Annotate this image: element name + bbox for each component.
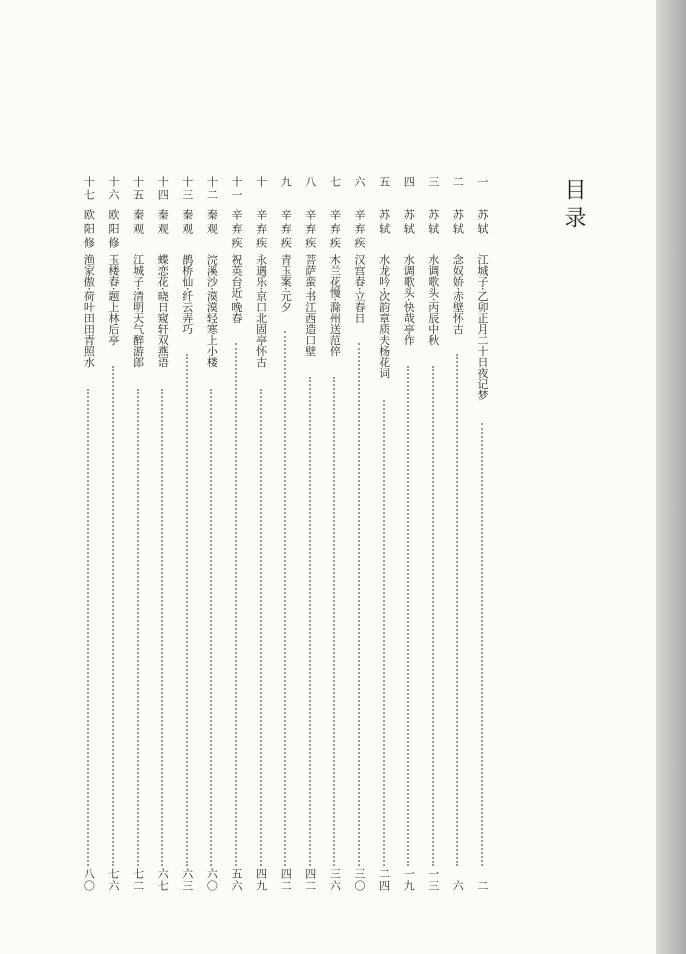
toc-entry-title: 江城子·乙卯正月二十日夜记梦	[476, 254, 489, 401]
toc-entry[interactable]	[229, 176, 243, 892]
toc-entry-page-number: 一三	[426, 868, 440, 892]
toc-entry-author: 苏轼	[426, 209, 440, 237]
toc-entry-dot-leader	[407, 366, 409, 867]
toc-entry-title: 玉楼春·题上林后亭	[107, 254, 120, 346]
toc-entry[interactable]	[131, 176, 145, 892]
toc-entry-page-number: 六三	[180, 868, 194, 892]
toc-entry-dot-leader	[235, 343, 237, 867]
toc-entry-number: 十	[254, 176, 268, 189]
toc-entry[interactable]	[475, 176, 489, 892]
toc-entry-title: 蝶恋花·晓日窥轩双燕语	[156, 254, 170, 368]
toc-entry-page-number: 七六	[107, 868, 120, 892]
toc-entry-author: 秦观	[156, 209, 170, 237]
toc-entry-dot-leader	[112, 366, 114, 867]
toc-entry-dot-leader	[309, 377, 311, 866]
toc-entry-number: 一	[476, 176, 489, 189]
toc-entry-title: 渔家傲·荷叶田田青照水	[82, 254, 96, 368]
toc-entry-title: 江城子·清明天气醉游郎	[131, 254, 145, 368]
toc-entry-dot-leader	[432, 366, 434, 867]
toc-entry-dot-leader	[456, 354, 458, 866]
toc-entry-number: 十七	[82, 176, 96, 202]
toc-entry-title: 永遇乐·京口北固亭怀古	[254, 254, 268, 368]
toc-entry-author: 苏轼	[476, 209, 489, 237]
toc-entry-page-number: 六七	[156, 868, 170, 892]
toc-entry-author: 辛弃疾	[254, 209, 268, 251]
toc-entry-number: 十三	[180, 176, 194, 202]
toc-entry-page-number: 八〇	[82, 868, 96, 892]
toc-entry[interactable]	[155, 176, 169, 892]
page-gutter-shadow	[656, 0, 686, 954]
toc-entry-page-number: 四九	[254, 868, 268, 892]
toc-entry-dot-leader	[161, 389, 163, 867]
toc-entry-number: 十二	[205, 176, 219, 202]
toc-entry-number: 十五	[131, 176, 145, 202]
toc-entry[interactable]	[426, 176, 440, 892]
toc-entry-number: 十一	[230, 176, 243, 202]
toc-entry[interactable]	[106, 176, 120, 892]
toc-entry[interactable]	[401, 176, 415, 892]
toc-entry-page-number: 四二	[303, 868, 317, 892]
toc-entry[interactable]	[377, 176, 391, 892]
toc-entry-number: 十六	[107, 176, 120, 202]
toc-entry-author: 秦观	[205, 209, 219, 237]
toc-entry[interactable]	[303, 176, 317, 892]
toc-entry-dot-leader	[137, 389, 139, 867]
toc-entry-author: 苏轼	[377, 209, 391, 237]
toc-entry-title: 木兰花慢·滁州送范倅	[328, 254, 342, 357]
toc-entry-author: 辛弃疾	[230, 209, 243, 251]
toc-entry-author: 辛弃疾	[279, 209, 293, 251]
toc-entry[interactable]	[254, 176, 268, 892]
toc-entry-title: 浣溪沙·漠漠轻寒上小楼	[205, 254, 219, 368]
toc-entry-number: 八	[303, 176, 317, 189]
toc-entry[interactable]	[352, 176, 366, 892]
toc-entry-page-number: 七二	[131, 868, 145, 892]
toc-entry-author: 辛弃疾	[303, 209, 317, 251]
toc-entry-dot-leader	[260, 389, 262, 867]
toc-entry-page-number: 三六	[328, 868, 342, 892]
toc-entry-dot-leader	[383, 400, 385, 866]
toc-entry-author: 苏轼	[402, 209, 416, 237]
toc-entry-number: 十四	[156, 176, 170, 202]
toc-entry-dot-leader	[210, 389, 212, 867]
toc-entry-page-number: 六〇	[205, 868, 219, 892]
toc-entry-title: 念奴娇·赤壁怀古	[451, 254, 465, 335]
toc-entry-number: 四	[402, 176, 416, 189]
toc-entry-author: 秦观	[180, 209, 194, 237]
toc-entry-author: 辛弃疾	[328, 209, 342, 251]
toc-entry[interactable]	[81, 176, 95, 892]
toc-entry[interactable]	[327, 176, 341, 892]
toc-entry-dot-leader	[284, 331, 286, 866]
toc-entry-number: 九	[279, 176, 293, 189]
toc-entry-author: 欧阳修	[107, 209, 120, 251]
toc-entry-page-number: 三〇	[353, 868, 366, 892]
toc-entry-page-number: 二四	[377, 868, 391, 892]
toc-entry-dot-leader	[87, 389, 89, 867]
toc-entry-number: 七	[328, 176, 342, 189]
toc-entry-title: 水调歌头·快哉亭作	[402, 254, 416, 346]
toc-entry[interactable]	[450, 176, 464, 892]
toc-entry[interactable]	[180, 176, 194, 892]
toc-entry-title: 鹊桥仙·纤云弄巧	[180, 254, 194, 335]
toc-entry-author: 秦观	[131, 209, 145, 237]
toc-entry-number: 三	[426, 176, 440, 189]
toc-entry-number: 六	[353, 176, 366, 189]
toc-entry-title: 汉宫春·立春日	[353, 254, 366, 324]
toc-entry-author: 苏轼	[451, 209, 465, 237]
toc-entry-number: 二	[451, 176, 465, 189]
toc-entry-page-number: 一九	[402, 868, 416, 892]
toc-entry-title: 青玉案·元夕	[279, 254, 293, 313]
toc-entry-title: 水调歌头·丙辰中秋	[426, 254, 440, 346]
toc-entry-page-number: 二	[476, 880, 489, 892]
toc-entry-page-number: 五六	[230, 868, 243, 892]
toc-entry-number: 五	[377, 176, 391, 189]
toc-entry-dot-leader	[358, 343, 360, 867]
toc-entry-page-number: 四二	[279, 868, 293, 892]
page-title: 目录	[561, 178, 586, 234]
toc-entry-title: 菩萨蛮·书江西造口壁	[303, 254, 317, 357]
toc-entry-page-number: 六	[451, 880, 465, 892]
toc-entry-dot-leader	[186, 354, 188, 866]
toc-entry[interactable]	[278, 176, 292, 892]
toc-entry-author: 欧阳修	[82, 209, 96, 251]
toc-entry-title: 祝英台近·晚春	[230, 254, 243, 324]
toc-entry[interactable]	[204, 176, 218, 892]
toc-entry-dot-leader	[481, 423, 483, 866]
toc-entry-author: 辛弃疾	[353, 209, 366, 251]
toc-entry-title: 水龙吟·次韵章质夫杨花词	[377, 254, 391, 379]
toc-entry-dot-leader	[333, 377, 335, 866]
